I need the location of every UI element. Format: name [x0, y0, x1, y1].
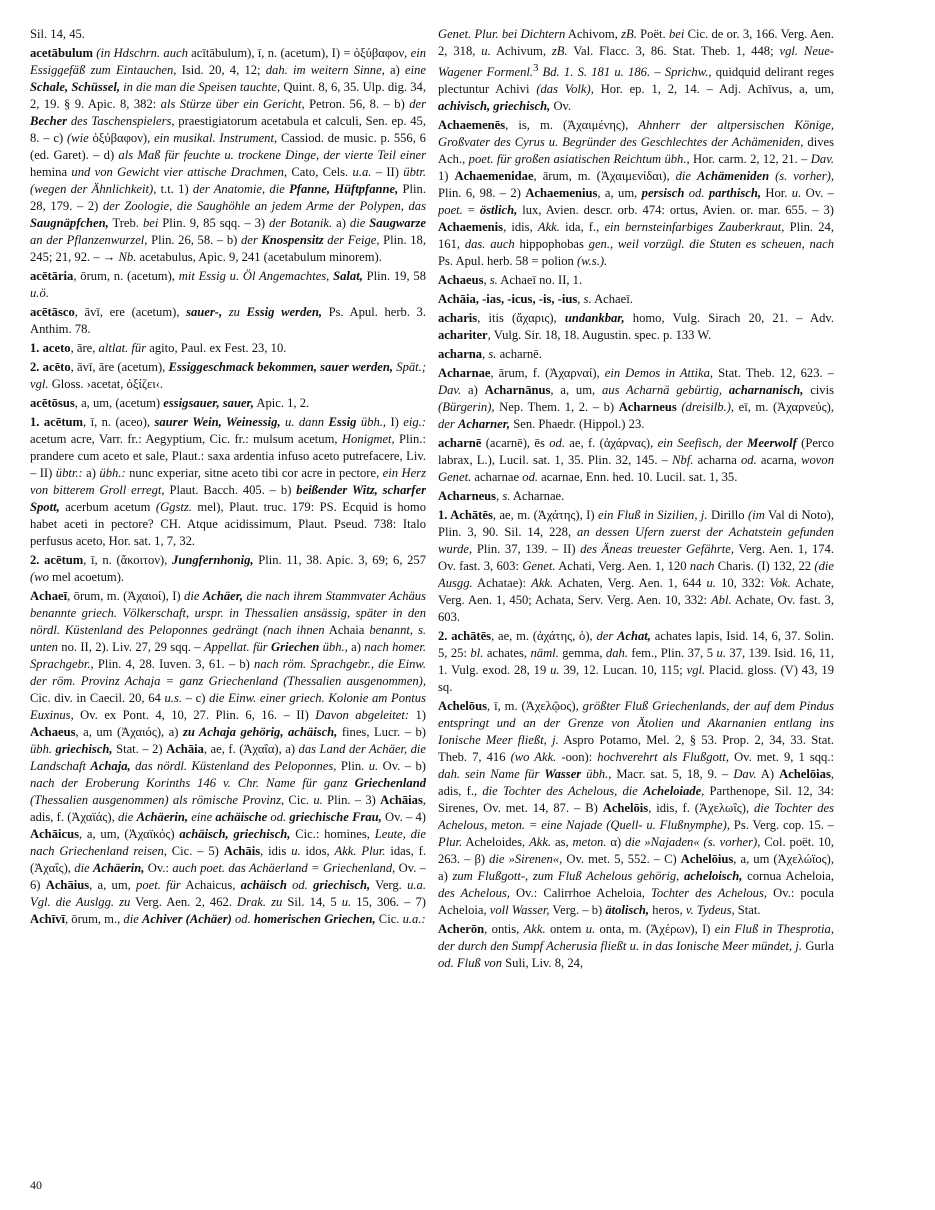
page-number: 40	[30, 1178, 42, 1192]
dictionary-entry: Achaemenēs, is, m. (Ἀχαιμένης), Ahnherr der altpersischen Könige, Großvater des Cyrus u. Begründer des Geschlechtes der Achämeniden, dives Ach., poet. für großen asiatischen Reichtum übh., Hor. carm. 2, 12, 21. – Dav. 1) Achaemenidae, ārum, m. (Ἀχαιμενίδαι), die Achämeniden (s. vorher), Plin. 6, 98. – 2) Achaemenius, a, um, persisch od. parthisch, Hor. u. Ov. – poet. = östlich, lux, Avien. descr. orb. 474: ortus, Avien. or. mar. 655. – 3) Achaemenis, idis, Akk. ida, f., ein bernsteinfarbiges Zauberkraut, Plin. 24, 161, das. auch hippophobas gen., weil vorzügl. die Stuten es scheuen, nach Ps. Apul. herb. 58 = polion (w.s.).	[438, 118, 834, 269]
left-column	[30, 26, 426, 1166]
dictionary-entry: acētōsus, a, um, (acetum) essigsauer, sauer, Apic. 1, 2.	[30, 396, 310, 410]
dictionary-entry: acetābulum (in Hdschrn. auch acītābulum), ī, n. (acetum), I) = ὀξύβαφον, ein Essiggefäß zum Eintauchen, Isid. 20, 4, 12; dah. im weitern Sinne, a) eine Schale, Schüssel, in die man die Speisen tauchte, Quint. 8, 6, 35. Ulp. dig. 34, 2, 19. § 9. Apic. 8, 382: als Stürze über ein Gericht, Petron. 56, 8. – b) der Becher des Taschenspielers, praestigiatorum acetabula et calculi, Sen. ep. 45, 8. – c) (wie ὀξύβαφον), ein musikal. Instrument, Cassiod. de music. p. 556, 6 (ed. Garet). – d) als Maß für feuchte u. trockene Dinge, der vierte Teil einer hemina und von Gewicht vier attische Drachmen, Cato, Cels. u.a. – II) übtr. (wegen der Ähnlichkeit), t.t. 1) der Anatomie, die Pfanne, Hüftpfanne, Plin. 28, 179. – 2) der Zoologie, die Saughöhle an jedem Arme der Polypen, das Saugnäpfchen, Treb. bei Plin. 9, 85 sqq. – 3) der Botanik. a) die Saugwarze an der Pflanzenwurzel, Plin. 26, 58. – b) der Knospensitz der Feige, Plin. 18, 245; 21, 92. – → Nb. acetabulus, Apic. 9, 241 (acetabulum minorem).	[30, 46, 426, 264]
dictionary-entry: Acharneus, s. Acharnae.	[438, 489, 565, 504]
dictionary-entry: 1. acētum, ī, n. (aceo), saurer Wein, Weinessig, u. dann Essig übh., I) eig.: acetum acre, Varr. fr.: Aegyptium, Cic. fr.: mulsum acetum, Honigmet, Plin.: prandere cum aceto et sale, Plaut.: saxa ardentia infuso aceto putrefacere, Liv. – II) übtr.: a) übh.: nunc experiar, sitne aceto tibi cor acre in pectore, ein Herz von bitterem Groll erregt, Plaut. Bacch. 405. – b) beißender Witz, scharfer Spott, acerbum acetum (Ggstz. mel), Plaut. truc. 179: PS. Ecquid is homo habet aceti in pectore? CH. Atque acidissimum, Plaut. Pseud. 738: Italo perfusus aceto, Hor. sat. 1, 7, 32.	[30, 415, 426, 548]
right-column	[438, 26, 834, 1166]
dictionary-entry: Achaeī, ōrum, m. (Ἀχαιοί), I) die Achäer, die nach ihrem Stammvater Achäus benannte griech. Völkerschaft, urspr. in Thessalien ansässig, später in den nördl. Küstenland des Peloponnes gedrängt (nach ihnen Achaia benannt, s. unten no. II, 2). Liv. 27, 29 sqq. – Appellat. für Griechen übh., a) nach homer. Sprachgebr., Plin. 4, 28. Iuven. 3, 61. – b) nach röm. Sprachgebr., die Einw. der röm. Provinz Achaja = ganz Griechenland (Thessalien ausgenommen), Cic. div. in Caecil. 20, 64 u.s. – c) die Einw. einer griech. Kolonie am Pontus Euxinus, Ov. ex Pont. 4, 10, 27. Plin. 6, 16. – II) Davon abgeleitet: 1) Achaeus, a, um (Ἀχαιός), a) zu Achaja gehörig, achäisch, fines, Lucr. – b) übh. griechisch, Stat. – 2) Achāia, ae, f. (Ἀχαΐα), a) das Land der Achäer, die Landschaft Achaja, das nördl. Küstenland des Peloponnes, Plin. u. Ov. – b) nach der Eroberung Korinths 146 v. Chr. Name für ganz Griechenland (Thessalien ausgenommen) als römische Provinz, Cic. u. Plin. – 3) Achāias, adis, f. (Ἀχαϊάς), die Achäerin, eine achäische od. griechische Frau, Ov. – 4) Achāicus, a, um, (Ἀχαϊκός) achäisch, griechisch, Cic.: homines, Leute, die nach Griechenland reisen, Cic. – 5) Achāis, idis u. idos, Akk. Plur. idas, f. (Ἀχαΐς), die Achäerin, Ov.: auch poet. das Achäerland = Griechenland, Ov. – 6) Achāius, a, um, poet. für Achaicus, achäisch od. griechisch, Verg. u.a. Vgl. die Auslgg. zu Verg. Aen. 2, 462. Drak. zu Sil. 14, 5 u. 15, 306. – 7) Achīvī, ōrum, m., die Achiver (Achäer) od. homerischen Griechen, Cic. u.a.:	[30, 589, 426, 926]
dictionary-page	[30, 26, 908, 1176]
dictionary-entry: acētāsco, āvī, ere (acetum), sauer-, zu Essig werden, Ps. Apul. herb. 3. Anthim. 78.	[30, 305, 426, 336]
dictionary-entry: Achāia, -ias, -icus, -is, -ius, s. Achaeī.	[438, 292, 633, 307]
dictionary-entry: Achelōus, ī, m. (Ἀχελῷος), größter Fluß Griechenlands, der auf dem Pindus entspringt und an der Grenze von Ätolien und Akarnanien entlang ins Ionische Meer fließt, j. Aspro Potamo, Mel. 2, § 53. Prop. 2, 34, 33. Stat. Theb. 7, 416 (wo Akk. -oon): hochverehrt als Flußgott, Ov. met. 9, 1 sqq.: dah. sein Name für Wasser übh., Macr. sat. 5, 18, 9. – Dav. A) Achelōias, adis, f., die Tochter des Achelous, die Acheloiade, Parthenope, Sil. 12, 34: Sirenes, Ov. met. 14, 87. – B) Achelōis, idis, f. (Ἀχελωΐς), die Tochter des Achelous, meton. = eine Najade (Quell- u. Flußnymphe), Ps. Verg. cop. 15. – Plur. Acheloides, Akk. as, meton. α) die »Najaden« (s. vorher), Col. poët. 10, 263. – β) die »Sirenen«, Ov. met. 5, 552. – C) Achelōius, a, um (Ἀχελώϊος), a) zum Flußgott-, zum Fluß Achelous gehörig, acheloisch, cornua Acheloia, des Achelous, Ov.: Calirrhoe Acheloia, Tochter des Achelous, Ov.: pocula Acheloia, voll Wasser, Verg. – b) ätolisch, heros, v. Tydeus, Stat.	[438, 699, 834, 918]
dictionary-entry: 2. achātēs, ae, m. (ἀχάτης, ὁ), der Achat, achates lapis, Isid. 14, 6, 37. Solin. 5, 25: bl. achates, näml. gemma, dah. fem., Plin. 37, 5 u. 37, 139. Isid. 16, 11, 1. Vulg. exod. 28, 19 u. 39, 12. Lucan. 10, 115; vgl. Placid. gloss. (V) 43, 19 sq.	[438, 629, 834, 695]
dictionary-entry: acētāria, ōrum, n. (acetum), mit Essig u. Öl Angemachtes, Salat, Plin. 19, 58 u.ö.	[30, 269, 426, 300]
dictionary-entry: 2. acētum, ī, n. (ἄκοιτον), Jungfernhonig, Plin. 11, 38. Apic. 3, 69; 6, 257 (wo mel acoetum).	[30, 553, 426, 584]
dictionary-entry: acharnē (acarnē), ēs od. ae, f. (ἀχάρνας), ein Seefisch, der Meerwolf (Perco labrax, L.), Lucil. sat. 1, 35. Plin. 32, 145. – Nbf. acharna od. acarna, wovon Genet. acharnae od. acarnae, Enn. hed. 10. Lucil. sat. 1, 35.	[438, 436, 834, 485]
dictionary-entry: Acherōn, ontis, Akk. ontem u. onta, m. (Ἀχέρων), I) ein Fluß in Thesprotia, der durch den Sumpf Acherusia fließt u. in das Ionische Meer mündet, j. Gurla od. Fluß von Suli, Liv. 8, 24,	[438, 922, 834, 971]
dictionary-entry: acharna, s. acharnē.	[438, 347, 542, 362]
dictionary-entry: Genet. Plur. bei Dichtern Achivom, zB. Poët. bei Cic. de or. 3, 166. Verg. Aen. 2, 318, u. Achivum, zB. Val. Flacc. 3, 86. Stat. Theb. 1, 448; vgl. Neue-Wagener Formenl.$^3$ Bd. 1. S. 181 u. 186. – Sprichw., quidquid delirant reges plectuntur Achivi (das Volk), Hor. ep. 1, 2, 14. – Adj. Achīvus, a, um, achivisch, griechisch, Ov.	[438, 27, 834, 114]
dictionary-entry: Acharnae, ārum, f. (Ἀχαρναί), ein Demos in Attika, Stat. Theb. 12, 623. – Dav. a) Acharnānus, a, um, aus Acharnä gebürtig, acharnanisch, civis (Bürgerin), Nep. Them. 1, 2. – b) Acharneus (dreisilb.), eī, m. (Ἀχαρνεύς), der Acharner, Sen. Phaedr. (Hippol.) 23.	[438, 366, 834, 432]
dictionary-entry: Sil. 14, 45.	[30, 27, 85, 41]
dictionary-entry: acharis, itis (ἄχαρις), undankbar, homo, Vulg. Sirach 20, 21. – Adv. achariter, Vulg. Sir. 18, 18. Augustin. spec. p. 133 W.	[438, 311, 834, 343]
dictionary-entry: 1. aceto, āre, altlat. für agito, Paul. ex Fest. 23, 10.	[30, 341, 287, 355]
dictionary-entry: 1. Achātēs, ae, m. (Ἀχάτης), I) ein Fluß in Sizilien, j. Dirillo (im Val di Noto), Plin. 3, 90. Sil. 14, 228, an dessen Ufern zuerst der Achatstein gefunden wurde, Plin. 37, 139. – II) des Äneas treuester Gefährte, Verg. Aen. 1, 174. Ov. fast. 3, 603: Genet. Achati, Verg. Aen. 1, 120 nach Charis. (I) 132, 22 (die Ausgg. Achatae): Akk. Achaten, Verg. Aen. 1, 644 u. 10, 332: Vok. Achate, Verg. Aen. 1, 450; Achata, Serv. Verg. Aen. 10, 332: Abl. Achate, Ov. fast. 3, 603.	[438, 508, 834, 625]
dictionary-entry: 2. acēto, āvī, āre (acetum), Essiggeschmack bekommen, sauer werden, Spät.; vgl. Gloss. ›acetat, ὀξίζει‹.	[30, 360, 426, 391]
dictionary-entry: Achaeus, s. Achaeī no. II, 1.	[438, 273, 583, 288]
